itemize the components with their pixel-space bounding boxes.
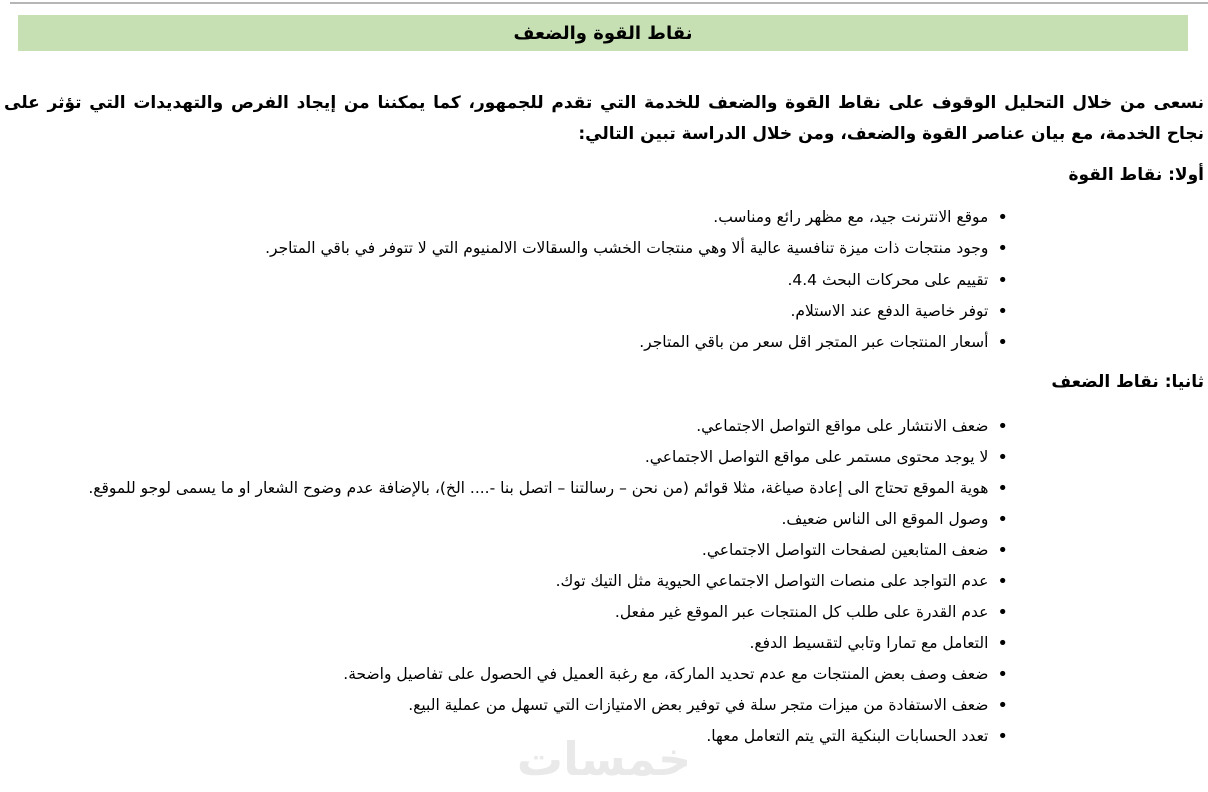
list-item: • التعامل مع تمارا وتابي لتقسيط الدفع.	[0, 628, 1008, 659]
section-title: نقاط القوة والضعف	[513, 22, 693, 44]
weaknesses-heading: ثانيا: نقاط الضعف	[1051, 372, 1204, 392]
intro-paragraph: نسعى من خلال التحليل الوقوف على نقاط القوة والضعف للخدمة التي تقدم للجمهور، كما يمكننا من إيجاد الفرص والتهديدات التي تؤثر على نجاح الخدمة، مع بيان عناصر القوة والضعف، ومن خلال الدراسة تبين التالي:	[4, 93, 1204, 144]
list-item: • هوية الموقع تحتاج الى إعادة صياغة، مثلا قوائم (من نحن – رسالتنا – اتصل بنا -.... الخ)، بالإضافة عدم وضوح الشعار او ما يسمى لوجو للموقع.	[0, 473, 1008, 504]
list-item: • توفر خاصية الدفع عند الاستلام.	[0, 296, 1008, 327]
list-item: • أسعار المنتجات عبر المتجر اقل سعر من باقي المتاجر.	[0, 327, 1008, 358]
list-item: • عدم التواجد على منصات التواصل الاجتماعي الحيوية مثل التيك توك.	[0, 566, 1008, 597]
strengths-list	[0, 202, 1008, 358]
strengths-heading: أولا: نقاط القوة	[1068, 165, 1204, 185]
list-item: • تعدد الحسابات البنكية التي يتم التعامل معها.	[0, 721, 1008, 752]
list-item: • وصول الموقع الى الناس ضعيف.	[0, 504, 1008, 535]
list-item: • ضعف الاستفادة من ميزات متجر سلة في توفير بعض الامتيازات التي تسهل من عملية البيع.	[0, 690, 1008, 721]
list-item: • ضعف الانتشار على مواقع التواصل الاجتماعي.	[0, 411, 1008, 442]
list-item: • لا يوجد محتوى مستمر على مواقع التواصل الاجتماعي.	[0, 442, 1008, 473]
section-title-bar	[18, 15, 1188, 51]
list-item: • عدم القدرة على طلب كل المنتجات عبر الموقع غير مفعل.	[0, 597, 1008, 628]
list-item: • موقع الانترنت جيد، مع مظهر رائع ومناسب.	[0, 202, 1008, 233]
list-item: • تقييم على محركات البحث 4.4.	[0, 265, 1008, 296]
khamsat-watermark: خمسات	[516, 732, 692, 786]
list-item: • ضعف وصف بعض المنتجات مع عدم تحديد الماركة، مع رغبة العميل في الحصول على تفاصيل واضحة.	[0, 659, 1008, 690]
list-item: • ضعف المتابعين لصفحات التواصل الاجتماعي.	[0, 535, 1008, 566]
weaknesses-list	[0, 411, 1008, 752]
top-border-line	[10, 2, 1208, 4]
list-item: • وجود منتجات ذات ميزة تنافسية عالية ألا وهي منتجات الخشب والسقالات الالمنيوم التي لا تتوفر في باقي المتاجر.	[0, 233, 1008, 264]
